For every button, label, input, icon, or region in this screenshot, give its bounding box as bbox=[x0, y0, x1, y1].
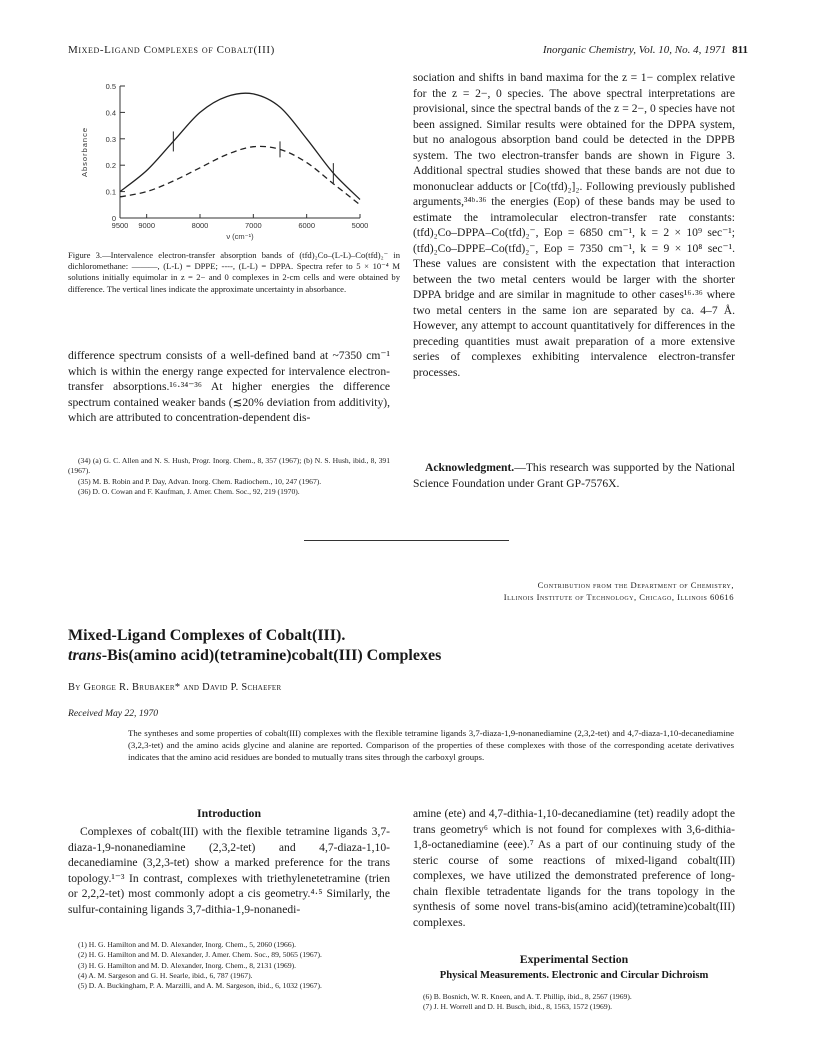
footnote-34: (34) (a) G. C. Allen and N. S. Hush, Progr. Inorg. Chem., 8, 357 (1967); (b) N. S. Hush, ibid., 8, 391 (1967). bbox=[68, 456, 390, 476]
col1-footnotes bbox=[68, 456, 390, 497]
y-tick-label: 0 bbox=[111, 214, 116, 223]
acknowledgment-label: Acknowledgment. bbox=[425, 461, 515, 474]
figure-3 bbox=[75, 78, 395, 244]
x-tick-label: 8000 bbox=[191, 221, 209, 230]
footnote-3: (3) H. G. Hamilton and M. D. Alexander, Inorg. Chem., 8, 2131 (1969). bbox=[78, 960, 297, 970]
introduction-text: Complexes of cobalt(III) with the flexible tetramine ligands 3,7-diaza-1,9-nonanediamine (2,3,2-tet) and 4,7-diaza-1,10-decanediamine (3,2,3-tet) show a marked preference for the trans topology.¹⁻³ In contrast, complexes with triethylenetetramine (trien or 2,2,2-tet) most commonly adopt a cis geometry.⁴·⁵ Similarly, the sulfur-containing ligands 3,7-dithia-1,9-nonanedi- bbox=[68, 825, 390, 916]
journal-name: Inorganic Chemistry, Vol. 10, No. 4, 1971 bbox=[542, 44, 727, 56]
received-date: Received May 22, 1970 bbox=[68, 708, 159, 719]
title-line-2 bbox=[68, 646, 748, 666]
y-tick-label: 0.3 bbox=[105, 134, 116, 144]
acknowledgment bbox=[413, 460, 735, 491]
footnote-6: (6) B. Bosnich, W. R. Kneen, and A. T. Phillip, ibid., 8, 2567 (1969). bbox=[423, 992, 632, 1001]
contribution-line-1: Contribution from the Department of Chemistry, bbox=[537, 580, 734, 590]
abstract: The syntheses and some properties of cobalt(III) complexes with the flexible tetramine ligands 3,7-diaza-1,9-nonanediamine (2,3,2-tet) and 4,7-diaza-1,10-decanediamine (3,2,3-tet) and the amino acids glycine and alanine are reported. Comparison of the properties of these complexes with those of the corresponding acetate derivatives indicates that the amino acid residues are bonded to mutually trans sites through the carboxyl groups. bbox=[128, 728, 734, 762]
y-tick-label: 0.2 bbox=[105, 161, 116, 171]
authors: By George R. Brubaker* and David P. Schaefer bbox=[68, 682, 282, 693]
intro-footnotes bbox=[68, 940, 390, 991]
footnote-5: (5) D. A. Buckingham, P. A. Marzilli, and A. M. Sargeson, ibid., 6, 1032 (1967). bbox=[78, 981, 322, 991]
running-head-title: Mixed-Ligand Complexes of Cobalt(III) bbox=[68, 44, 275, 56]
figure-caption: Figure 3.—Intervalence electron-transfer absorption bands of (tfd)₂Co–(L-L)–Co(tfd)₂⁻ in dichloromethane: ———, (L-L) = DPPE; ----, (L-L) = DPPA. Spectra refer to 5 × 10⁻⁴ M solutions initially equimolar in z = 2− and 0 complexes in 2-cm cells and were obtained by difference. The vertical lines indicate the approximate uncertainty in absorbance. bbox=[68, 250, 400, 294]
x-tick-label: 9500 bbox=[111, 221, 129, 230]
title-line-1: Mixed-Ligand Complexes of Cobalt(III). bbox=[68, 627, 346, 644]
y-tick-label: 0.5 bbox=[105, 82, 116, 91]
title-line-2-rest: -Bis(amino acid)(tetramine)cobalt(III) Complexes bbox=[101, 647, 442, 664]
footnote-7: (7) J. H. Worrell and D. H. Busch, ibid., 8, 1563, 1572 (1969). bbox=[423, 1002, 613, 1012]
journal-citation bbox=[543, 44, 748, 56]
physical-measurements-heading: Physical Measurements. Electronic and Circular Dichroism bbox=[439, 970, 709, 981]
x-axis-title: ν (cm⁻¹) bbox=[226, 232, 254, 241]
page-number: 811 bbox=[732, 44, 748, 56]
contribution-line-2: Illinois Institute of Technology, Chicago, Illinois 60616 bbox=[503, 592, 734, 602]
x-tick-label: 6000 bbox=[298, 221, 316, 230]
introduction-heading: Introduction bbox=[196, 806, 262, 820]
absorbance-chart bbox=[75, 78, 395, 244]
footnote-35: (35) M. B. Robin and P. Day, Advan. Inorg. Chem. Radiochem., 10, 247 (1967). bbox=[78, 476, 322, 486]
series-dppa-dashed-line bbox=[120, 146, 360, 204]
footnote-2: (2) H. G. Hamilton and M. D. Alexander, J. Amer. Chem. Soc., 89, 5065 (1967). bbox=[78, 950, 322, 960]
col1-body-text: difference spectrum consists of a well-defined band at ~7350 cm⁻¹ which is within the energy range expected for intervalence electron-transfer absorptions.¹⁶·³⁴⁻³⁶ At higher energies the difference spectrum contained weaker bands (≲20% deviation from additivity), which are attributed to concentration-dependent dis- bbox=[68, 349, 390, 424]
col2-body-text: sociation and shifts in band maxima for the z = 1− complex relative for the z = 2−, 0 species. The above spectral interpretations are provisional, since the spectral bands of the z = 2−, 0 species have not been assigned. Similar results were obtained for the DPPA system, but no analogous absorption band could be detected in the DPPB system. The two electron-transfer bands are shown in Figure 3. Additional spectral studies showed that these bands are not due to mononuclear adducts or [Co(tfd)₂]₂. Following previously published arguments,³⁴ᵇ·³⁶ the energies (Eop) of these bands may be used to estimate the intramolecular electron-transfer rate constants: (tfd)₂Co–DPPA–Co(tfd)₂⁻, Eop = 6850 cm⁻¹, k = 2 × 10⁹ sec⁻¹; (tfd)₂Co–DPPE–Co(tfd)₂⁻, Eop = 7350 cm⁻¹, k = 9 × 10⁸ sec⁻¹. These values are consistent with the expectation that interaction between the two metal centers would be larger with the shorter DPPA bridge and are similar in magnitude to other cases¹⁶·³⁶ where two metal centers in the same ion are separated by ca. 4–7 Å. However, any attempt to account quantitatively for differences in the preceding quantities must await preparation of a more extensive series of complexes exhibiting intervalence electron-transfer processes. bbox=[413, 71, 735, 379]
series-dppe-solid-line bbox=[120, 93, 360, 199]
x-tick-label: 5000 bbox=[351, 221, 369, 230]
col2-footnotes bbox=[413, 992, 735, 1013]
acknowledgment-text: —This research was supported by the National Science Foundation under Grant GP-7576X. bbox=[413, 461, 735, 490]
footnote-1: (1) H. G. Hamilton and M. D. Alexander, Inorg. Chem., 5, 2060 (1966). bbox=[78, 940, 297, 949]
running-head bbox=[68, 44, 748, 60]
section-divider bbox=[304, 540, 509, 541]
footnote-4: (4) A. M. Sargeson and G. H. Searle, ibid., 6, 787 (1967). bbox=[78, 970, 253, 980]
title-trans: trans bbox=[68, 647, 102, 664]
x-tick-label: 7000 bbox=[244, 221, 262, 230]
footnote-36: (36) D. O. Cowan and F. Kaufman, J. Amer. Chem. Soc., 92, 219 (1970). bbox=[78, 486, 300, 496]
experimental-heading: Experimental Section bbox=[519, 952, 629, 966]
y-tick-label: 0.1 bbox=[105, 187, 116, 197]
contribution-address bbox=[330, 579, 734, 603]
col2-lower-text: amine (ete) and 4,7-dithia-1,10-decanediamine (tet) readily adopt the trans geometry⁶ which is not found for complexes with 3,6-dithia-1,8-octanediamine (eee).⁷ As a part of our continuing study of the steric course of some reactions of mixed-ligand cobalt(III) complexes, we have utilized the demonstrated preference of long-chain flexible tetradentate ligands for the trans topology in the synthesis of some novel trans-bis(amino acid)(tetramine)cobalt(III) complexes. bbox=[413, 807, 735, 929]
y-axis-title: Absorbance bbox=[80, 126, 89, 178]
article-title bbox=[68, 626, 748, 666]
y-tick-label: 0.4 bbox=[105, 108, 116, 118]
x-tick-label: 9000 bbox=[138, 221, 156, 230]
